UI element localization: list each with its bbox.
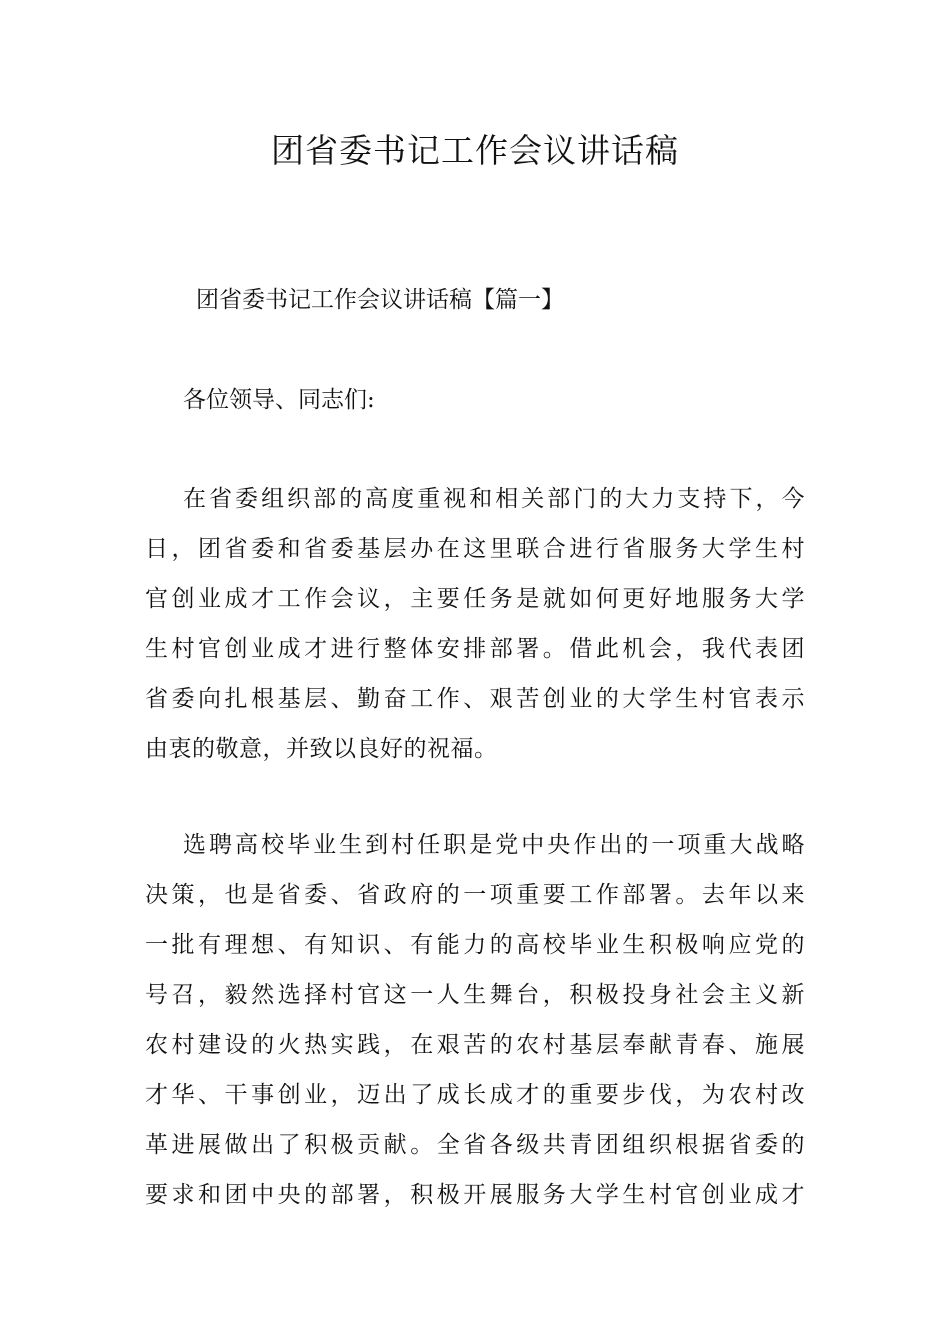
paragraph-line: 在省委组织部的高度重视和相关部门的大力支持下，今 [183, 486, 805, 512]
document-subtitle: 团省委书记工作会议讲话稿【篇一】 [196, 287, 564, 313]
paragraph-line: 要求和团中央的部署，积极开展服务大学生村官创业成才 [145, 1182, 805, 1208]
paragraph-2 [145, 820, 805, 1220]
document-title: 团省委书记工作会议讲话稿 [271, 131, 679, 170]
paragraph-line: 由衷的敬意，并致以良好的祝福。 [145, 736, 498, 762]
paragraph-line: 省委向扎根基层、勤奋工作、艰苦创业的大学生村官表示 [145, 686, 805, 712]
paragraph-line: 才华、干事创业，迈出了成长成才的重要步伐，为农村改 [145, 1082, 805, 1108]
paragraph-line: 官创业成才工作会议，主要任务是就如何更好地服务大学 [145, 586, 805, 612]
paragraph-line: 决策，也是省委、省政府的一项重要工作部署。去年以来 [145, 882, 805, 908]
paragraph-line: 革进展做出了积极贡献。全省各级共青团组织根据省委的 [145, 1132, 805, 1158]
paragraph-1 [145, 474, 805, 774]
paragraph-line: 一批有理想、有知识、有能力的高校毕业生积极响应党的 [145, 932, 805, 958]
paragraph-line: 日，团省委和省委基层办在这里联合进行省服务大学生村 [145, 536, 805, 562]
paragraph-line: 号召，毅然选择村官这一人生舞台，积极投身社会主义新 [145, 982, 805, 1008]
paragraph-line: 农村建设的火热实践，在艰苦的农村基层奉献青春、施展 [145, 1032, 805, 1058]
paragraph-line: 选聘高校毕业生到村任职是党中央作出的一项重大战略 [183, 832, 805, 858]
greeting: 各位领导、同志们: [183, 387, 375, 413]
paragraph-line: 生村官创业成才进行整体安排部署。借此机会，我代表团 [145, 636, 805, 662]
